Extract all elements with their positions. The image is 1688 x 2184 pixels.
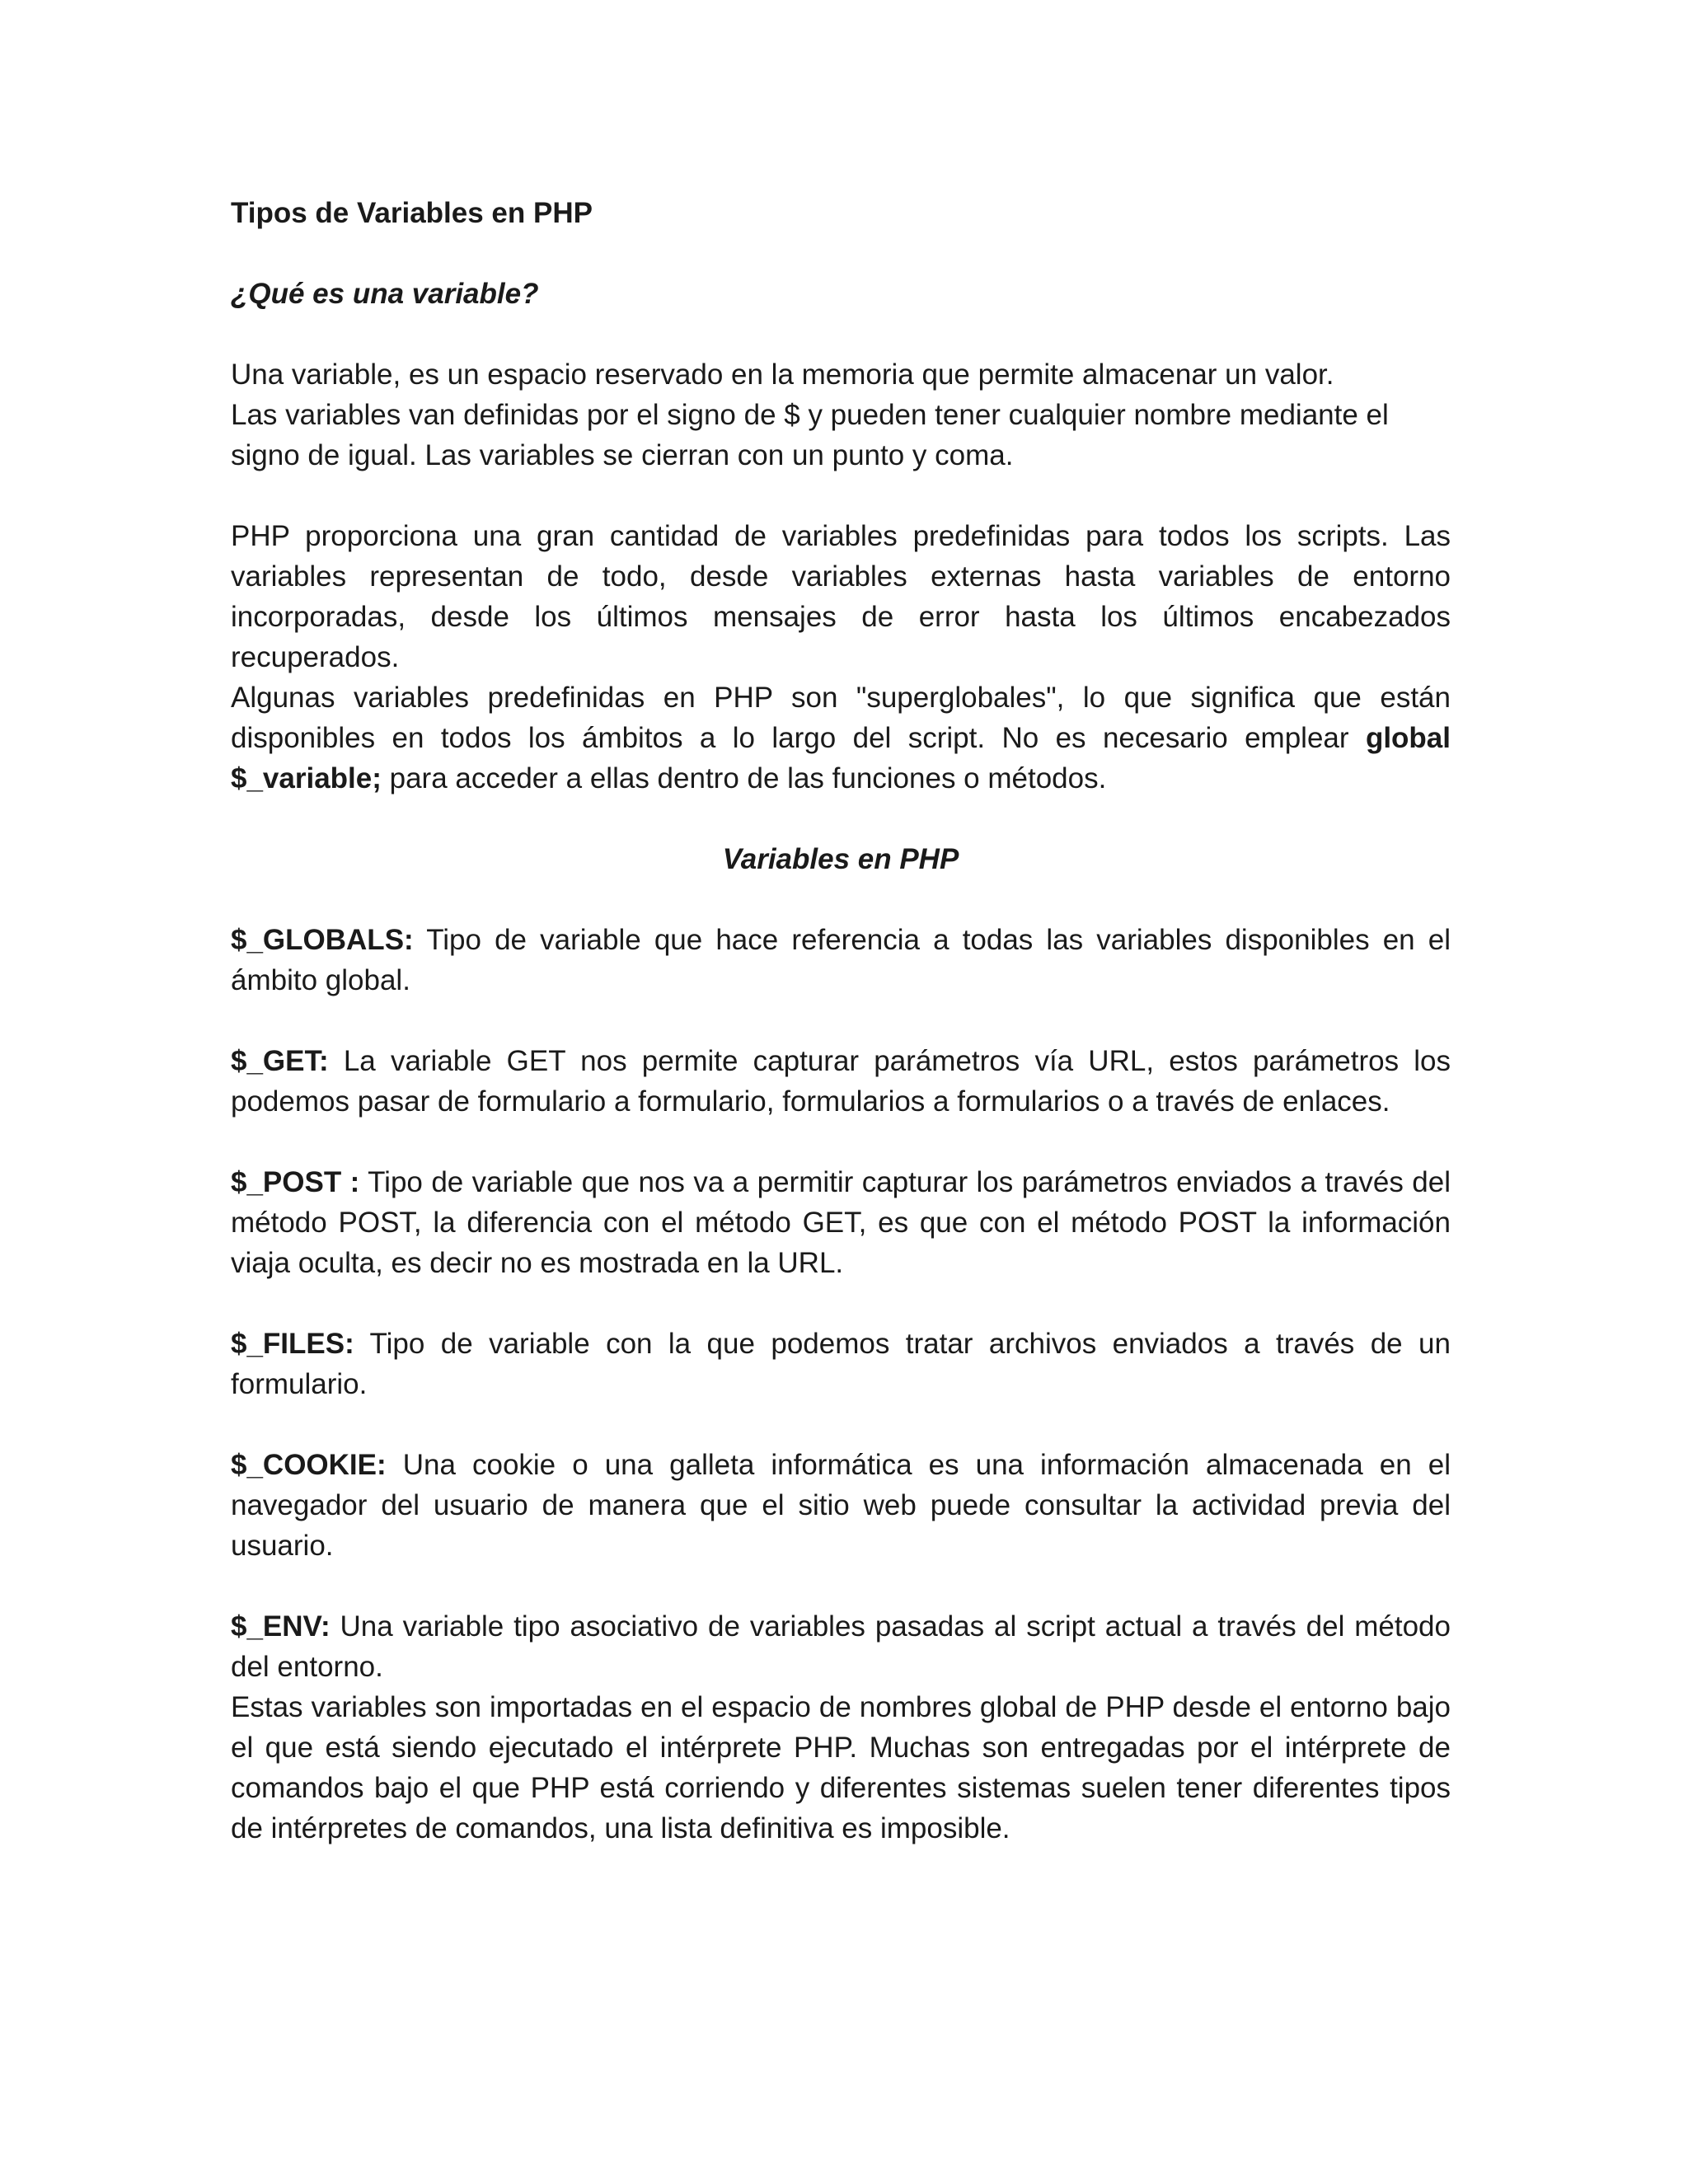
variable-name: $_COOKIE: xyxy=(231,1449,387,1481)
document-page xyxy=(231,193,1451,1849)
variable-description: Tipo de variable que hace referencia a todas las variables disponibles en el ámbito global. xyxy=(231,924,1451,996)
variable-name: $_GLOBALS: xyxy=(231,924,414,956)
section-heading: Variables en PHP xyxy=(722,843,959,875)
variable-name: $_GET: xyxy=(231,1045,329,1077)
document-title: Tipos de Variables en PHP xyxy=(231,197,593,229)
intro-line-2: Las variables van definidas por el signo de $ y pueden tener cualquier nombre mediante el signo de igual. Las variables se cierran con un punto y coma. xyxy=(231,399,1389,471)
variable-entry-files xyxy=(231,1324,1451,1404)
predefined-paragraph-2-end: para acceder a ellas dentro de las funciones o métodos. xyxy=(381,762,1107,794)
variable-description: Una variable tipo asociativo de variables pasadas al script actual a través del método del entorno. xyxy=(231,1610,1451,1683)
predefined-paragraph-1: PHP proporciona una gran cantidad de variables predefinidas para todos los scripts. Las variables representan de todo, desde variables externas hasta variables de entorno incorporadas, desde los últimos mensajes de error hasta los últimos encabezados recuperados. xyxy=(231,520,1451,673)
intro-line-1: Una variable, es un espacio reservado en la memoria que permite almacenar un valor. xyxy=(231,359,1334,391)
predefined-paragraph-2-text: Algunas variables predefinidas en PHP son "superglobales", lo que significa que están disponibles en todos los ámbitos a lo largo del script. No es necesario emplear xyxy=(231,682,1451,754)
variable-name: $_POST : xyxy=(231,1166,360,1198)
variable-description: La variable GET nos permite capturar parámetros vía URL, estos parámetros los podemos pasar de formulario a formulario, formularios a formularios o a través de enlaces. xyxy=(231,1045,1451,1118)
variable-entry-env xyxy=(231,1606,1451,1687)
question-heading: ¿Qué es una variable? xyxy=(231,278,539,310)
variable-description: Una cookie o una galleta informática es una información almacenada en el navegador del usuario de manera que el sitio web puede consultar la actividad previa del usuario. xyxy=(231,1449,1451,1562)
variable-entry-globals xyxy=(231,920,1451,1001)
global-variable-keyword: global $_variable; xyxy=(231,722,1451,794)
variable-name: $_ENV: xyxy=(231,1610,331,1643)
variable-description: Tipo de variable con la que podemos tratar archivos enviados a través de un formulario. xyxy=(231,1328,1451,1400)
variable-description: Tipo de variable que nos va a permitir capturar los parámetros enviados a través del método POST, la diferencia con el método GET, es que con el método POST la información viaja oculta, es decir no es mostrada en la URL. xyxy=(231,1166,1451,1279)
variable-entry-post xyxy=(231,1162,1451,1283)
variable-entry-get xyxy=(231,1041,1451,1122)
variable-entry-cookie xyxy=(231,1445,1451,1566)
predefined-paragraph-2 xyxy=(231,677,1451,799)
env-note-paragraph: Estas variables son importadas en el espacio de nombres global de PHP desde el entorno bajo el que está siendo ejecutado el intérprete PHP. Muchas son entregadas por el intérprete de comandos bajo el que PHP está corriendo y diferentes sistemas suelen tener diferentes tipos de intérpretes de comandos, una lista definitiva es imposible. xyxy=(231,1691,1451,1844)
variable-name: $_FILES: xyxy=(231,1328,354,1360)
